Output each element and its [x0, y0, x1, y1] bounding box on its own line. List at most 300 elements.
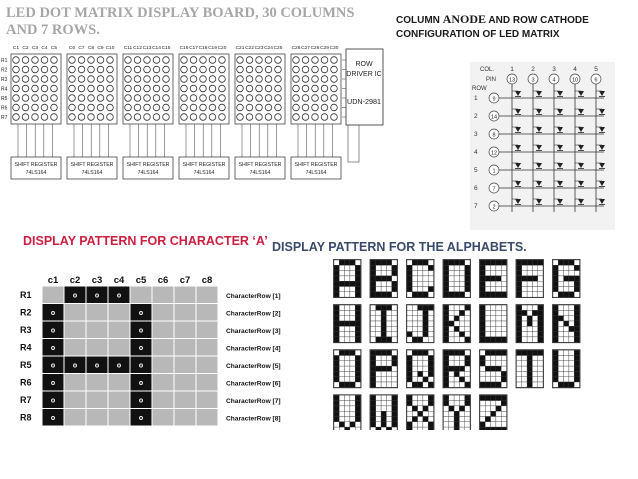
- letter-dot-off: [491, 305, 496, 310]
- led-dot: [153, 95, 160, 102]
- led-dot: [190, 85, 197, 92]
- letter-dot-on: [496, 427, 501, 430]
- led-dot: [32, 66, 39, 73]
- letter-dot-off: [496, 371, 501, 376]
- led-dot: [125, 104, 132, 111]
- led-dot: [32, 57, 39, 64]
- letter-dot-off: [449, 377, 454, 382]
- letter-dot-on: [381, 417, 386, 422]
- letter-dot-off: [564, 326, 569, 331]
- letter-dot-on: [480, 292, 485, 297]
- letter-dot-off: [501, 271, 506, 276]
- letter-dot-off: [569, 366, 574, 371]
- led-dot: [51, 85, 58, 92]
- letter-dot-off: [459, 281, 464, 286]
- letter-dot-on: [386, 337, 391, 342]
- letter-dot-off: [381, 265, 386, 270]
- letter-dot-on: [334, 395, 339, 400]
- letter-dot-on: [371, 377, 376, 382]
- led-dot: [41, 76, 48, 83]
- char-a-row-caption: CharacterRow [7]: [226, 398, 281, 405]
- letter-dot-off: [428, 411, 433, 416]
- letter-dot-off: [386, 271, 391, 276]
- letter-dot-off: [418, 356, 423, 361]
- led-dot: [181, 76, 188, 83]
- pin-title: PIN: [486, 77, 497, 83]
- alphabet-letter-o: [334, 350, 362, 388]
- led-dot: [181, 85, 188, 92]
- led-dot: [32, 85, 39, 92]
- letter-dot-on: [376, 350, 381, 355]
- letter-dot-off: [339, 411, 344, 416]
- char-a-row-caption: CharacterRow [8]: [226, 415, 281, 423]
- letter-dot-on: [480, 337, 485, 342]
- alphabet-letter-a: [334, 260, 362, 298]
- letter-dot-off: [569, 281, 574, 286]
- alphabet-letter-y: [443, 395, 471, 430]
- letter-dot-off: [485, 401, 490, 406]
- letter-dot-off: [355, 350, 360, 355]
- letter-dot-off: [423, 361, 428, 366]
- char-a-cell-off: [130, 286, 152, 304]
- letter-dot-off: [386, 356, 391, 361]
- letter-dot-on: [381, 422, 386, 427]
- letter-dot-off: [538, 271, 543, 276]
- char-a-led-mark: o: [50, 344, 56, 352]
- letter-dot-off: [418, 310, 423, 315]
- letter-dot-off: [339, 292, 344, 297]
- letter-dot-on: [444, 260, 449, 265]
- char-a-cell-off: [64, 339, 86, 357]
- letter-dot-off: [381, 401, 386, 406]
- letter-dot-off: [423, 422, 428, 427]
- letter-dot-on: [517, 316, 522, 321]
- letter-dot-off: [454, 406, 459, 411]
- led-dot: [41, 85, 48, 92]
- letter-dot-off: [386, 377, 391, 382]
- letter-dot-on: [517, 337, 522, 342]
- led-dot: [13, 76, 20, 83]
- letter-dot-off: [423, 337, 428, 342]
- led-dot: [78, 76, 85, 83]
- led-dot: [293, 114, 300, 121]
- letter-dot-off: [444, 411, 449, 416]
- led-dot: [125, 76, 132, 83]
- led-dot: [321, 104, 328, 111]
- letter-dot-off: [532, 316, 537, 321]
- letter-dot-on: [553, 305, 558, 310]
- letter-dot-off: [418, 377, 423, 382]
- letter-dot-off: [381, 406, 386, 411]
- letter-dot-off: [418, 422, 423, 427]
- column-label: C21: [235, 46, 245, 51]
- col-number: 2: [531, 66, 535, 73]
- letter-dot-on: [496, 366, 501, 371]
- led-dot: [312, 104, 319, 111]
- letter-dot-off: [381, 377, 386, 382]
- led-dot: [331, 95, 338, 102]
- letter-dot-on: [381, 366, 386, 371]
- letter-dot-off: [350, 337, 355, 342]
- letter-dot-off: [386, 310, 391, 315]
- letter-dot-off: [538, 287, 543, 292]
- letter-dot-on: [553, 287, 558, 292]
- letter-dot-on: [527, 371, 532, 376]
- led-dot: [275, 95, 282, 102]
- letter-dot-off: [339, 406, 344, 411]
- letter-dot-on: [485, 395, 490, 400]
- letter-dot-on: [491, 337, 496, 342]
- letter-dot-on: [465, 382, 470, 387]
- letter-dot-on: [371, 417, 376, 422]
- letter-dot-off: [527, 292, 532, 297]
- letter-dot-off: [381, 361, 386, 366]
- char-a-led-mark: o: [94, 292, 100, 300]
- led-dot: [32, 104, 39, 111]
- letter-dot-on: [428, 356, 433, 361]
- char-a-row-caption: CharacterRow [2]: [226, 310, 281, 318]
- letter-dot-on: [454, 411, 459, 416]
- letter-dot-off: [350, 271, 355, 276]
- letter-dot-on: [444, 350, 449, 355]
- letter-dot-off: [496, 321, 501, 326]
- alphabet-letter-b: [370, 260, 398, 298]
- letter-dot-off: [465, 366, 470, 371]
- letter-dot-on: [355, 337, 360, 342]
- letter-dot-off: [496, 422, 501, 427]
- char-a-cell-off: [174, 391, 196, 409]
- letter-dot-on: [527, 316, 532, 321]
- letter-dot-on: [418, 350, 423, 355]
- letter-dot-off: [444, 417, 449, 422]
- letter-dot-off: [454, 276, 459, 281]
- letter-dot-on: [449, 350, 454, 355]
- letter-dot-on: [444, 321, 449, 326]
- letter-dot-on: [381, 326, 386, 331]
- led-dot: [41, 104, 48, 111]
- led-dot: [312, 95, 319, 102]
- letter-dot-on: [371, 371, 376, 376]
- letter-dot-off: [496, 417, 501, 422]
- letter-dot-off: [558, 321, 563, 326]
- letter-dot-on: [334, 287, 339, 292]
- letter-dot-on: [538, 305, 543, 310]
- letter-dot-on: [355, 281, 360, 286]
- letter-dot-off: [465, 427, 470, 430]
- letter-dot-on: [412, 337, 417, 342]
- letter-dot-off: [350, 356, 355, 361]
- letter-dot-off: [386, 326, 391, 331]
- letter-dot-off: [459, 417, 464, 422]
- led-dot: [256, 76, 263, 83]
- char-a-cell-off: [86, 304, 108, 322]
- letter-dot-off: [538, 265, 543, 270]
- letter-dot-off: [454, 377, 459, 382]
- letter-dot-on: [517, 265, 522, 270]
- letter-dot-off: [376, 417, 381, 422]
- led-dot: [312, 66, 319, 73]
- led-dot: [69, 104, 76, 111]
- letter-dot-on: [496, 350, 501, 355]
- led-dot: [190, 66, 197, 73]
- letter-dot-off: [501, 366, 506, 371]
- letter-dot-off: [569, 287, 574, 292]
- letter-dot-off: [454, 395, 459, 400]
- led-dot: [312, 85, 319, 92]
- letter-dot-off: [428, 417, 433, 422]
- letter-dot-off: [423, 366, 428, 371]
- letter-dot-on: [480, 422, 485, 427]
- letter-dot-off: [428, 406, 433, 411]
- letter-dot-on: [485, 260, 490, 265]
- letter-dot-on: [564, 260, 569, 265]
- letter-dot-off: [558, 271, 563, 276]
- letter-dot-off: [412, 377, 417, 382]
- letter-dot-on: [334, 406, 339, 411]
- letter-dot-on: [485, 350, 490, 355]
- letter-dot-on: [371, 271, 376, 276]
- letter-dot-on: [444, 371, 449, 376]
- config-post: AND ROW CATHODE: [486, 15, 589, 26]
- letter-dot-on: [459, 332, 464, 337]
- letter-dot-off: [527, 271, 532, 276]
- letter-dot-off: [496, 326, 501, 331]
- config-pre: COLUMN: [396, 15, 443, 26]
- char-a-cell-off: [174, 286, 196, 304]
- letter-dot-on: [355, 321, 360, 326]
- letter-dot-on: [371, 287, 376, 292]
- letter-dot-off: [558, 265, 563, 270]
- letter-dot-off: [371, 337, 376, 342]
- letter-dot-off: [569, 305, 574, 310]
- letter-dot-on: [392, 356, 397, 361]
- letter-dot-off: [491, 371, 496, 376]
- char-a-led-mark: o: [50, 414, 56, 422]
- led-dot: [107, 76, 114, 83]
- letter-dot-off: [418, 265, 423, 270]
- letter-dot-off: [538, 292, 543, 297]
- letter-dot-on: [569, 326, 574, 331]
- letter-dot-on: [444, 366, 449, 371]
- letter-dot-on: [501, 292, 506, 297]
- letter-dot-on: [532, 276, 537, 281]
- letter-dot-off: [428, 337, 433, 342]
- row-pin: 2: [492, 204, 496, 211]
- letter-dot-on: [386, 292, 391, 297]
- alphabet-letter-m: [516, 305, 544, 343]
- letter-dot-off: [558, 337, 563, 342]
- led-matrix-schematic: [470, 62, 615, 230]
- letter-dot-off: [412, 401, 417, 406]
- letter-dot-on: [386, 427, 391, 430]
- letter-dot-on: [517, 271, 522, 276]
- led-dot: [219, 104, 226, 111]
- letter-dot-off: [496, 281, 501, 286]
- led-dot: [181, 95, 188, 102]
- letter-dot-on: [538, 350, 543, 355]
- alphabet-letter-j: [407, 305, 435, 343]
- letter-dot-on: [496, 395, 501, 400]
- letter-dot-off: [423, 382, 428, 387]
- letter-dot-on: [412, 406, 417, 411]
- letter-dot-on: [350, 260, 355, 265]
- column-label: C16: [179, 46, 189, 51]
- letter-dot-off: [459, 356, 464, 361]
- letter-dot-off: [454, 265, 459, 270]
- led-dot: [69, 66, 76, 73]
- column-label: C2: [22, 46, 29, 51]
- char-a-cell-off: [152, 304, 174, 322]
- letter-dot-on: [334, 310, 339, 315]
- letter-dot-off: [558, 366, 563, 371]
- letter-dot-on: [371, 395, 376, 400]
- letter-dot-off: [350, 276, 355, 281]
- letter-dot-on: [480, 356, 485, 361]
- letter-dot-on: [527, 350, 532, 355]
- letter-dot-on: [339, 382, 344, 387]
- letter-dot-off: [538, 361, 543, 366]
- letter-dot-on: [381, 337, 386, 342]
- char-a-led-mark: o: [138, 414, 144, 422]
- led-dot: [181, 66, 188, 73]
- alphabet-letter-r: [443, 350, 471, 388]
- letter-dot-off: [350, 287, 355, 292]
- letter-dot-off: [485, 265, 490, 270]
- letter-dot-off: [392, 326, 397, 331]
- led-dot: [246, 104, 253, 111]
- letter-dot-off: [522, 377, 527, 382]
- letter-dot-on: [339, 321, 344, 326]
- led-dot: [275, 85, 282, 92]
- letter-dot-off: [428, 321, 433, 326]
- letter-dot-off: [407, 406, 412, 411]
- letter-dot-on: [334, 276, 339, 281]
- led-dot: [88, 95, 95, 102]
- led-dot: [51, 104, 58, 111]
- led-dot: [331, 114, 338, 121]
- letter-dot-off: [376, 406, 381, 411]
- letter-dot-off: [449, 310, 454, 315]
- led-dot: [293, 66, 300, 73]
- letter-dot-off: [459, 287, 464, 292]
- letter-dot-off: [407, 350, 412, 355]
- row-label: R2: [1, 67, 8, 74]
- title-line-1: LED DOT MATRIX DISPLAY BOARD, 30 COLUMNS: [6, 5, 355, 21]
- letter-dot-off: [345, 332, 350, 337]
- letter-dot-on: [532, 350, 537, 355]
- letter-dot-off: [496, 411, 501, 416]
- letter-dot-off: [392, 427, 397, 430]
- letter-dot-on: [517, 281, 522, 286]
- letter-dot-on: [480, 316, 485, 321]
- letter-dot-off: [569, 332, 574, 337]
- letter-dot-off: [371, 332, 376, 337]
- led-dot: [22, 76, 29, 83]
- letter-dot-off: [480, 411, 485, 416]
- led-dot: [321, 66, 328, 73]
- letter-dot-on: [371, 292, 376, 297]
- letter-dot-on: [496, 292, 501, 297]
- letter-dot-off: [553, 382, 558, 387]
- letter-dot-on: [444, 332, 449, 337]
- char-a-row-caption: CharacterRow [6]: [226, 380, 281, 388]
- letter-dot-off: [339, 417, 344, 422]
- letter-dot-off: [501, 332, 506, 337]
- letter-dot-off: [564, 361, 569, 366]
- letter-dot-off: [339, 332, 344, 337]
- letter-dot-on: [532, 310, 537, 315]
- letter-dot-off: [564, 332, 569, 337]
- led-dot: [265, 95, 272, 102]
- letter-dot-off: [501, 326, 506, 331]
- led-dot: [293, 57, 300, 64]
- led-dot: [153, 85, 160, 92]
- alphabet-letter-h: [334, 305, 362, 343]
- row-label: R1: [1, 58, 8, 64]
- letter-dot-off: [527, 310, 532, 315]
- led-dot: [302, 114, 309, 121]
- letter-dot-off: [428, 326, 433, 331]
- letter-dot-off: [449, 287, 454, 292]
- letter-dot-off: [392, 305, 397, 310]
- led-dot: [78, 85, 85, 92]
- letter-dot-off: [522, 366, 527, 371]
- letter-dot-on: [381, 350, 386, 355]
- letter-dot-on: [376, 305, 381, 310]
- letter-dot-off: [532, 281, 537, 286]
- letter-dot-on: [501, 371, 506, 376]
- letter-dot-off: [496, 401, 501, 406]
- letter-dot-off: [449, 371, 454, 376]
- letter-dot-off: [376, 356, 381, 361]
- char-a-cell-off: [174, 356, 196, 374]
- letter-dot-off: [465, 260, 470, 265]
- alphabet-letter-x: [407, 395, 435, 430]
- letter-dot-on: [485, 276, 490, 281]
- char-a-row-label: R2: [20, 307, 32, 318]
- led-dot: [144, 57, 151, 64]
- letter-dot-off: [558, 371, 563, 376]
- letter-dot-on: [491, 292, 496, 297]
- letter-dot-on: [334, 401, 339, 406]
- letter-dot-off: [423, 356, 428, 361]
- letter-dot-off: [569, 377, 574, 382]
- char-a-column-label: c7: [179, 275, 191, 286]
- letter-dot-off: [532, 337, 537, 342]
- config-line-2: CONFIGURATION OF LED MATRIX: [396, 29, 560, 40]
- letter-dot-on: [459, 260, 464, 265]
- char-a-cell-off: [152, 286, 174, 304]
- letter-dot-on: [381, 292, 386, 297]
- letter-dot-off: [376, 371, 381, 376]
- led-dot: [246, 114, 253, 121]
- letter-dot-off: [491, 356, 496, 361]
- letter-dot-on: [392, 401, 397, 406]
- alphabet-letter-u: [553, 350, 581, 388]
- letter-dot-off: [355, 427, 360, 430]
- letter-dot-off: [381, 356, 386, 361]
- letter-dot-off: [412, 265, 417, 270]
- letter-dot-on: [558, 292, 563, 297]
- letter-dot-on: [355, 316, 360, 321]
- letter-dot-off: [350, 361, 355, 366]
- letter-dot-off: [418, 406, 423, 411]
- letter-dot-on: [485, 427, 490, 430]
- letter-dot-off: [574, 382, 579, 387]
- letter-dot-off: [412, 326, 417, 331]
- letter-dot-off: [418, 427, 423, 430]
- letter-dot-off: [558, 326, 563, 331]
